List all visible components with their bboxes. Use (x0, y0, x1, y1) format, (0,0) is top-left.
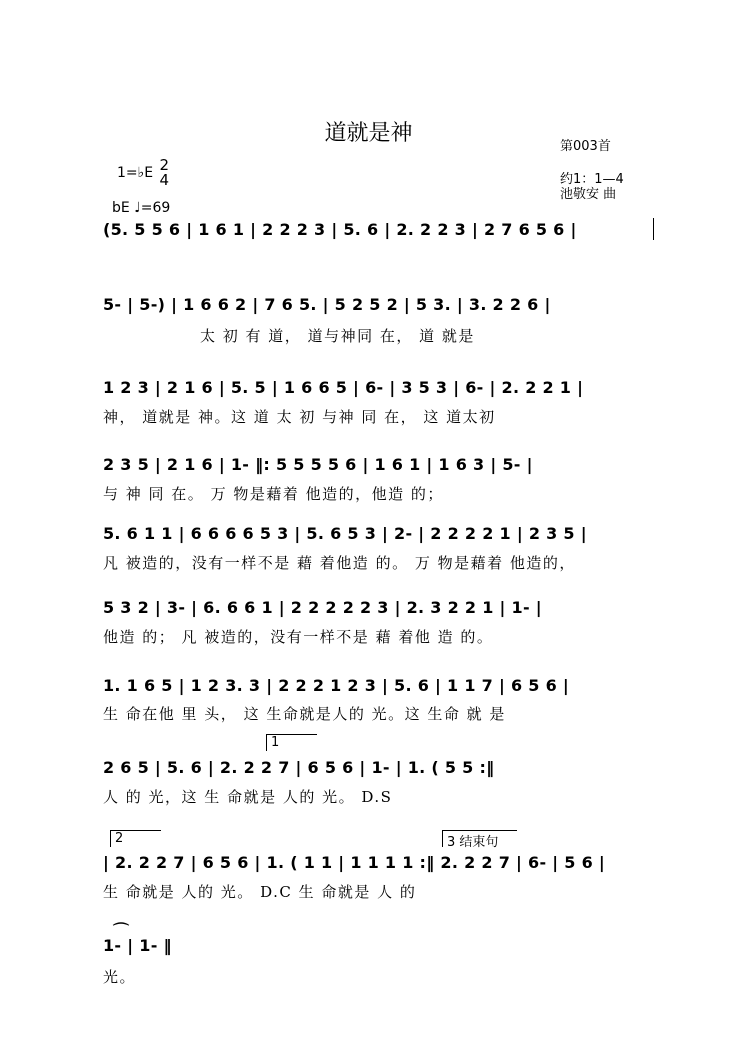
hymn-number: 第003首 (560, 139, 611, 154)
key-signature (117, 158, 169, 188)
tempo-key: bE (112, 200, 130, 216)
scripture-reference: 约1：1—4 (560, 172, 624, 187)
notation-line-2: 5- | 5-) | 1 6 6 2 | 7 6 5. | 5 2 5 2 | 5 3. | 3. 2 2 6 | (103, 295, 551, 314)
notation-line-8: 2 6 5 | 5. 6 | 2. 2 2 7 | 6 5 6 | 1- | 1. ( 5 5 :‖ (103, 758, 495, 777)
volta-bracket-2 (110, 830, 161, 847)
quarter-note-icon: ♩ (134, 200, 141, 216)
notation-line-10: 1- | 1- ‖ (103, 936, 172, 955)
time-signature (160, 158, 170, 188)
fermata-icon: ⌒ (113, 921, 130, 940)
time-signature-top: 2 (159, 156, 170, 174)
notation-line-6: 5 3 2 | 3- | 6. 6 6 1 | 2 2 2 2 2 3 | 2. 3 2 2 1 | 1- | (103, 598, 542, 617)
lyrics-line-6: 他造 的； 凡 被造的，没有一样不是 藉 着他 造 的。 (103, 628, 494, 646)
volta-bracket-3 (442, 830, 517, 850)
volta-bracket-1 (266, 734, 317, 751)
lyrics-line-3: 神， 道就是 神。这 道 太 初 与神 同 在， 这 道太初 (103, 408, 496, 426)
notation-line-3: 1 2 3 | 2 1 6 | 5. 5 | 1 6 6 5 | 6- | 3 5 3 | 6- | 2. 2 2 1 | (103, 378, 584, 397)
volta-2-number: 2 (115, 831, 124, 846)
notation-line-1: (5. 5 5 6 | 1 6 1 | 2 2 2 3 | 5. 6 | 2. 2 2 3 | 2 7 6 5 6 | (103, 220, 577, 239)
lyrics-line-10: 光。 (103, 968, 137, 986)
tempo-value: =69 (140, 200, 171, 216)
lyrics-line-4: 与 神 同 在。 万 物是藉着 他造的，他造 的； (103, 485, 444, 503)
lyrics-line-5: 凡 被造的，没有一样不是 藉 着他造 的。 万 物是藉着 他造的， (103, 554, 576, 572)
tempo-marking (112, 200, 170, 216)
volta-3-label: 结束句 (459, 835, 499, 850)
notation-line-9: | 2. 2 2 7 | 6 5 6 | 1. ( 1 1 | 1 1 1 1 :‖ 2. 2 2 7 | 6- | 5 6 | (103, 853, 606, 872)
notation-line-5: 5. 6 1 1 | 6 6 6 6 5 3 | 5. 6 5 3 | 2- | 2 2 2 2 1 | 2 3 5 | (103, 524, 587, 543)
composer: 池敬安 曲 (560, 187, 617, 202)
volta-1-number: 1 (271, 735, 280, 750)
hymn-title: 道就是神 (324, 121, 413, 146)
lyrics-line-8: 人 的 光，这 生 命就是 人的 光。 D.S (103, 788, 393, 806)
volta-3-number: 3 (447, 835, 456, 850)
lyrics-line-2: 太 初 有 道， 道与神同 在， 道 就是 (200, 327, 475, 345)
lyrics-line-7: 生 命在他 里 头， 这 生命就是人的 光。这 生命 就 是 (103, 705, 506, 723)
time-signature-bottom: 4 (159, 171, 170, 189)
notation-line-4: 2 3 5 | 2 1 6 | 1- ‖: 5 5 5 5 6 | 1 6 1 | 1 6 3 | 5- | (103, 455, 533, 474)
key-text: 1=♭E (117, 165, 154, 181)
lyrics-line-9: 生 命就是 人的 光。 D.C 生 命就是 人 的 (103, 883, 417, 901)
notation-line-7: 1. 1 6 5 | 1 2 3. 3 | 2 2 2 1 2 3 | 5. 6 | 1 1 7 | 6 5 6 | (103, 676, 570, 695)
barline-right-edge (653, 218, 654, 240)
